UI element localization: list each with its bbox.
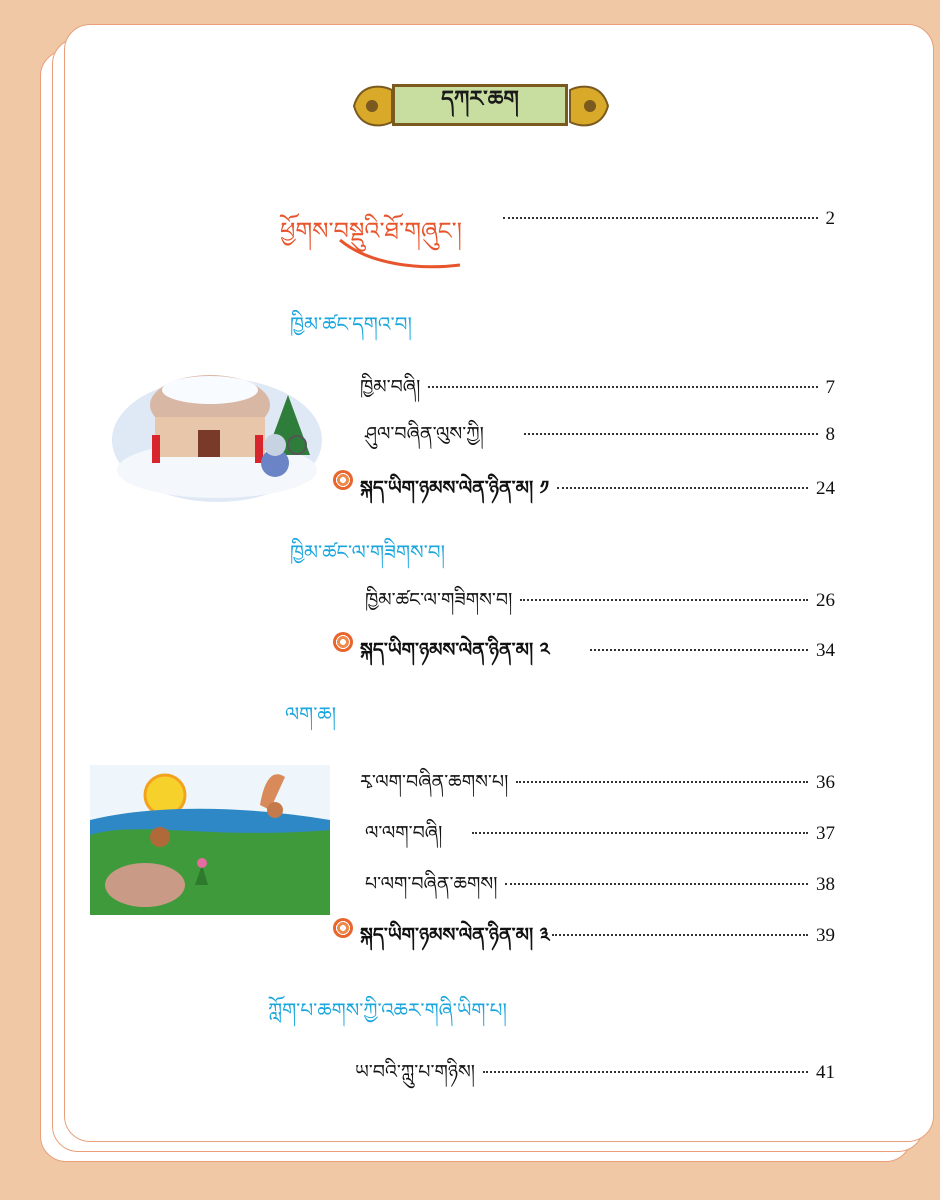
entry-label: ཁྱིམ་བཞི། [360, 376, 421, 398]
leader-dots [516, 781, 808, 783]
entry-label: ཤུལ་བཞིན་ལུས་ཀྱི། [365, 423, 484, 445]
entry-label: ཡ་བའི་ཀླུ་པ་གཉིས། [355, 1061, 476, 1083]
leader-dots [520, 599, 808, 601]
page-number: 38 [816, 874, 835, 895]
section-heading-3: ལག་ཆ། [285, 702, 337, 726]
toc-entry[interactable] [360, 913, 835, 967]
leader-dots [483, 1071, 808, 1073]
toc-entry[interactable] [365, 811, 835, 865]
medallion-icon [333, 918, 353, 938]
entry-label: སྐད་ཡིག་ཉམས་ལེན་ཉིན་མ། ༢ [360, 639, 550, 661]
leader-dots [590, 649, 808, 651]
page-number: 8 [825, 424, 835, 445]
entry-label: སྐད་ཡིག་ཉམས་ལེན་ཉིན་མ། ༣ [360, 924, 550, 946]
toc-entry-intro[interactable] [495, 208, 835, 230]
leader-dots [557, 487, 808, 489]
sun-birds-illustration [90, 765, 330, 915]
page-title: དཀར་ཆག [392, 84, 568, 126]
page-number: 36 [816, 772, 835, 793]
medallion-icon [333, 470, 353, 490]
toc-entry[interactable] [360, 760, 835, 814]
page-number: 26 [816, 590, 835, 611]
intro-heading: ཕྱོགས་བསྡུའི་ཐོ་གཞུང་། [280, 217, 462, 245]
calligraphy-flourish-icon [330, 235, 470, 275]
leader-dots [472, 832, 808, 834]
page-number: 41 [816, 1062, 835, 1083]
leader-dots [552, 934, 808, 936]
page-number: 24 [816, 478, 835, 499]
page-number: 37 [816, 823, 835, 844]
toc-entry[interactable] [365, 862, 835, 916]
entry-label: ལ་ལག་བཞི། [365, 822, 443, 844]
section-heading-1: ཁྱིམ་ཚང་དགའ་བ། [290, 312, 412, 336]
entry-label: པ་ལག་བཞིན་ཆགས། [365, 873, 498, 895]
section-heading-4: ཀློག་པ་ཆགས་ཀྱི་འཆར་གཞི་ཡིག་པ། [268, 998, 507, 1022]
leader-dots [503, 217, 818, 219]
medallion-icon [333, 632, 353, 652]
toc-entry[interactable] [360, 365, 835, 419]
title-banner [350, 78, 612, 134]
entry-label: སྐད་ཡིག་ཉམས་ལེན་ཉིན་མ། ༡ [360, 477, 549, 499]
toc-entry[interactable] [360, 628, 835, 682]
entry-label: རྭ་ལག་བཞིན་ཆགས་པ། [360, 771, 509, 793]
page-number: 39 [816, 925, 835, 946]
toc-entry[interactable] [365, 412, 835, 466]
leader-dots [524, 433, 818, 435]
snow-house-illustration [110, 345, 325, 505]
toc-entry[interactable] [360, 466, 835, 520]
page-number: 2 [825, 208, 835, 229]
toc-entry[interactable] [365, 578, 835, 632]
section-heading-2: ཁྱིམ་ཚང་ལ་གཟིགས་བ། [290, 540, 446, 564]
entry-label: ཁྱིམ་ཚང་ལ་གཟིགས་བ། [365, 589, 513, 611]
leader-dots [428, 386, 817, 388]
leader-dots [505, 883, 808, 885]
page-number: 34 [816, 640, 835, 661]
page-number: 7 [825, 377, 835, 398]
toc-entry[interactable] [355, 1050, 835, 1104]
